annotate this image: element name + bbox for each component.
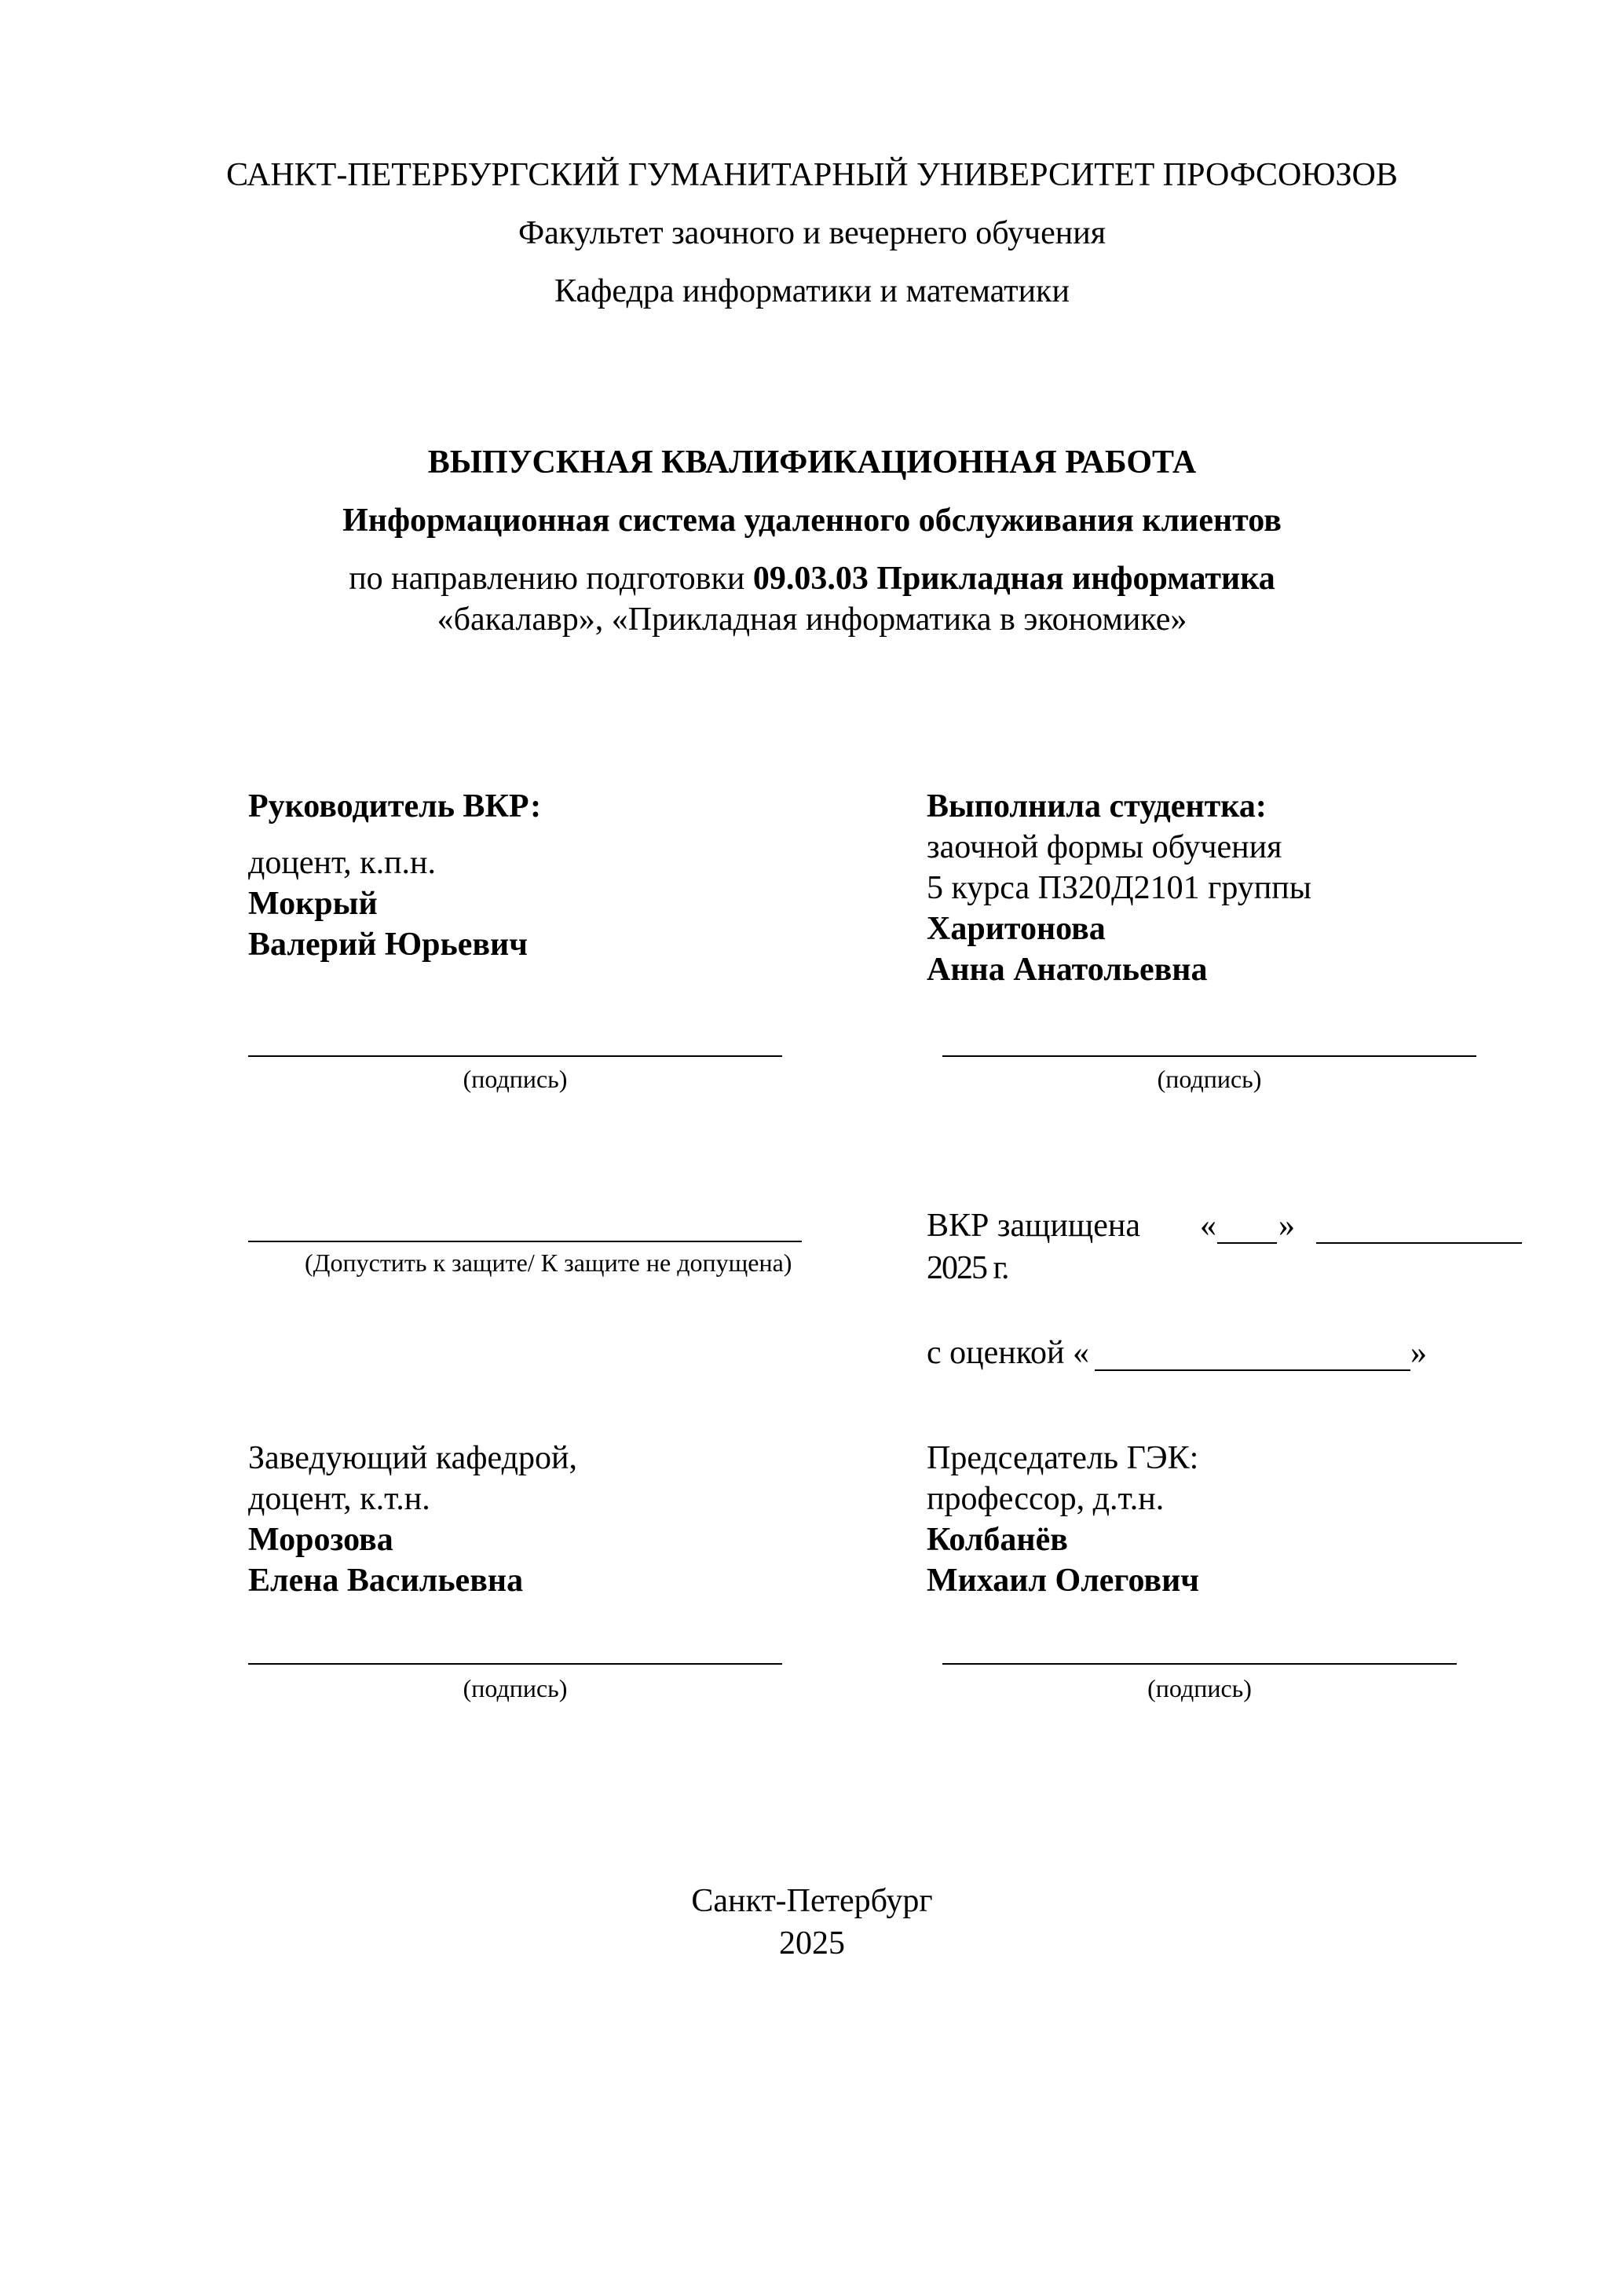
- admission-signature-line: [248, 1241, 802, 1242]
- department-name: Кафедра информатики и математики: [554, 273, 1070, 309]
- defense-day-line: [1217, 1242, 1277, 1244]
- student-heading: Выполнила студентка:: [927, 788, 1267, 824]
- gek-chair-position: профессор, д.т.н.: [927, 1481, 1165, 1517]
- grade-quote-close: »: [1410, 1335, 1427, 1371]
- grade-line: [1095, 1369, 1410, 1371]
- student-signature-caption: (подпись): [1157, 1065, 1262, 1093]
- grade-label: с оценкой «: [927, 1335, 1089, 1371]
- work-topic: Информационная система удаленного обслуживания клиентов: [342, 503, 1282, 539]
- head-signature-line: [248, 1663, 782, 1665]
- student-group: 5 курса ПЗ20Д2101 группы: [927, 870, 1311, 906]
- defense-label: ВКР защищена: [927, 1208, 1141, 1244]
- head-heading: Заведующий кафедрой,: [248, 1440, 577, 1476]
- student-surname: Харитонова: [927, 911, 1106, 947]
- gek-chair-name: Михаил Олегович: [927, 1563, 1199, 1599]
- supervisor-position: доцент, к.п.н.: [248, 845, 437, 881]
- head-name: Елена Васильевна: [248, 1563, 524, 1599]
- direction-prefix: по направлению подготовки: [349, 561, 753, 597]
- student-name: Анна Анатольевна: [927, 952, 1208, 988]
- work-type-title: ВЫПУСКНАЯ КВАЛИФИКАЦИОННАЯ РАБОТА: [427, 444, 1197, 481]
- supervisor-signature-line: [248, 1055, 782, 1057]
- defense-year: 2025 г.: [927, 1250, 1008, 1286]
- gek-chair-signature-line: [942, 1663, 1457, 1665]
- supervisor-heading: Руководитель ВКР:: [248, 788, 542, 824]
- footer-year: 2025: [779, 1925, 845, 1961]
- faculty-name: Факультет заочного и вечернего обучения: [518, 215, 1106, 251]
- gek-chair-heading: Председатель ГЭК:: [927, 1440, 1199, 1476]
- student-signature-line: [942, 1055, 1476, 1057]
- direction-code-name: 09.03.03 Прикладная информатика: [752, 561, 1275, 597]
- footer-city: Санкт-Петербург: [691, 1883, 933, 1919]
- defense-quote-open: «: [1200, 1208, 1216, 1244]
- supervisor-name: Валерий Юрьевич: [248, 927, 528, 963]
- study-direction: [0, 562, 1624, 595]
- defense-quote-close: »: [1278, 1208, 1295, 1244]
- admission-caption: (Допустить к защите/ К защите не допущена): [305, 1249, 792, 1277]
- gek-chair-signature-caption: (подпись): [1147, 1674, 1252, 1702]
- university-name: САНКТ-ПЕТЕРБУРГСКИЙ ГУМАНИТАРНЫЙ УНИВЕРСИТЕТ ПРОФСОЮЗОВ: [226, 157, 1398, 193]
- study-profile: «бакалавр», «Прикладная информатика в экономике»: [437, 601, 1187, 638]
- gek-chair-surname: Колбанёв: [927, 1522, 1068, 1558]
- head-position: доцент, к.т.н.: [248, 1481, 430, 1517]
- head-signature-caption: (подпись): [463, 1674, 568, 1702]
- supervisor-surname: Мокрый: [248, 886, 378, 922]
- supervisor-signature-caption: (подпись): [463, 1065, 568, 1093]
- head-surname: Морозова: [248, 1522, 393, 1558]
- defense-month-line: [1316, 1242, 1522, 1244]
- student-study-form: заочной формы обучения: [927, 829, 1282, 865]
